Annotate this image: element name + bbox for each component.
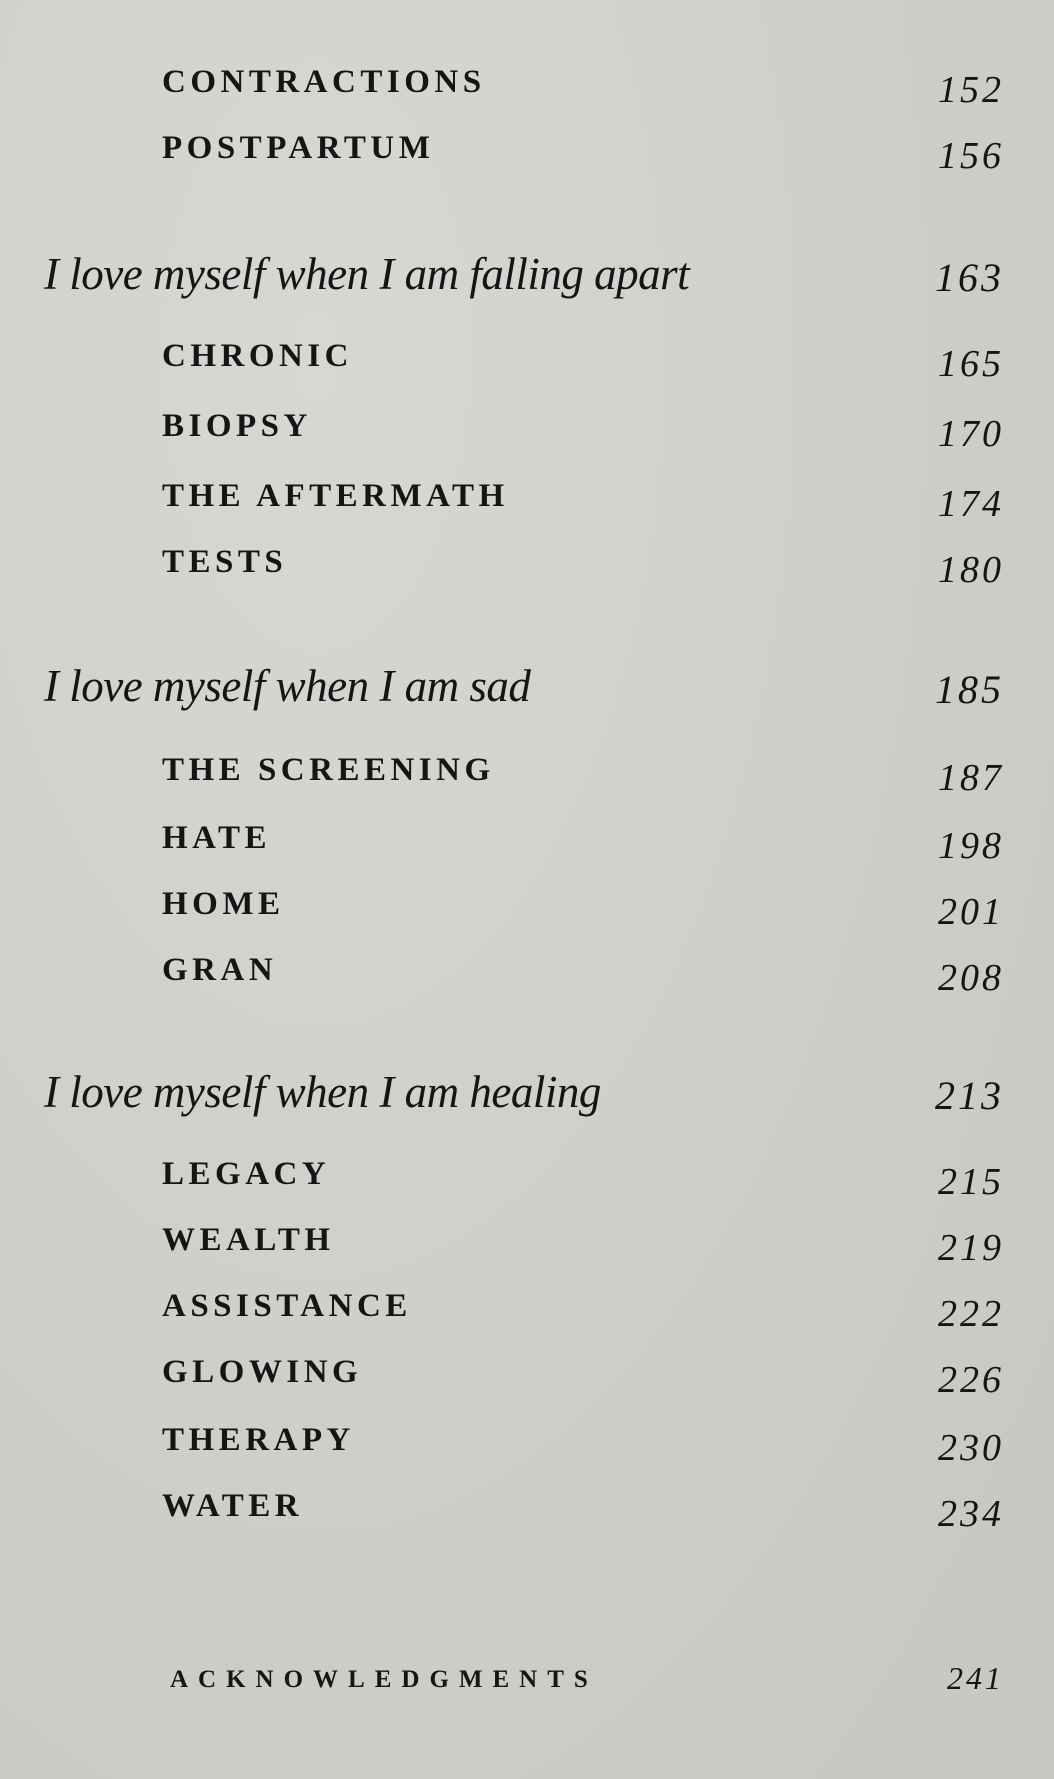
toc-entry-acknowledgments: [0, 1654, 1054, 1714]
chapter-title: POSTPARTUM: [162, 130, 435, 166]
page-number: 215: [938, 1161, 1004, 1203]
toc-entry-hate: [0, 808, 1054, 868]
toc-entry-gran: [0, 940, 1054, 1000]
toc-entry-contractions: [0, 52, 1054, 112]
chapter-title: LEGACY: [162, 1156, 331, 1192]
page-number: 230: [938, 1427, 1004, 1469]
chapter-title: HATE: [162, 820, 272, 856]
chapter-title: THERAPY: [162, 1422, 355, 1458]
section-title: I love myself when I am sad: [44, 661, 531, 711]
chapter-title: WEALTH: [162, 1222, 335, 1258]
section-title: I love myself when I am falling apart: [44, 249, 690, 299]
page-number: 156: [938, 135, 1004, 177]
chapter-title: CHRONIC: [162, 338, 354, 374]
page-number: 174: [938, 483, 1004, 525]
page-number: 208: [938, 957, 1004, 999]
toc-entry-screening: [0, 740, 1054, 800]
toc-entry-postpartum: [0, 118, 1054, 178]
toc-entry-wealth: [0, 1210, 1054, 1270]
page-number: 170: [938, 413, 1004, 455]
page-number: 198: [938, 825, 1004, 867]
toc-entry-therapy: [0, 1410, 1054, 1470]
page-number: 219: [938, 1227, 1004, 1269]
chapter-title: GLOWING: [162, 1354, 363, 1390]
page-number: 213: [935, 1073, 1004, 1118]
chapter-title: CONTRACTIONS: [162, 64, 486, 100]
toc-entry-home: [0, 874, 1054, 934]
page-number: 187: [938, 757, 1004, 799]
chapter-title: ASSISTANCE: [162, 1288, 412, 1324]
chapter-title: THE SCREENING: [162, 752, 495, 788]
toc-entry-tests: [0, 532, 1054, 592]
toc-entry-aftermath: [0, 466, 1054, 526]
toc-entry-glowing: [0, 1342, 1054, 1402]
page-number: 241: [947, 1660, 1004, 1696]
chapter-title: GRAN: [162, 952, 278, 988]
chapter-title: WATER: [162, 1488, 304, 1524]
page-number: 165: [938, 343, 1004, 385]
toc-entry-water: [0, 1476, 1054, 1536]
page-number: 152: [938, 69, 1004, 111]
page-number: 226: [938, 1359, 1004, 1401]
page-number: 222: [938, 1293, 1004, 1335]
toc-entry-legacy: [0, 1144, 1054, 1204]
toc-section-falling-apart: [0, 244, 1054, 304]
toc-entry-chronic: [0, 326, 1054, 386]
section-title: I love myself when I am healing: [44, 1067, 601, 1117]
chapter-title: BIOPSY: [162, 408, 312, 444]
chapter-title: ACKNOWLEDGMENTS: [170, 1666, 598, 1693]
page-number: 185: [935, 667, 1004, 712]
chapter-title: THE AFTERMATH: [162, 478, 509, 514]
chapter-title: HOME: [162, 886, 285, 922]
chapter-title: TESTS: [162, 544, 288, 580]
page-number: 234: [938, 1493, 1004, 1535]
page-number: 180: [938, 549, 1004, 591]
page-number: 163: [935, 255, 1004, 300]
toc-section-healing: [0, 1062, 1054, 1122]
toc-entry-assistance: [0, 1276, 1054, 1336]
toc-section-sad: [0, 656, 1054, 716]
page-number: 201: [938, 891, 1004, 933]
toc-entry-biopsy: [0, 396, 1054, 456]
